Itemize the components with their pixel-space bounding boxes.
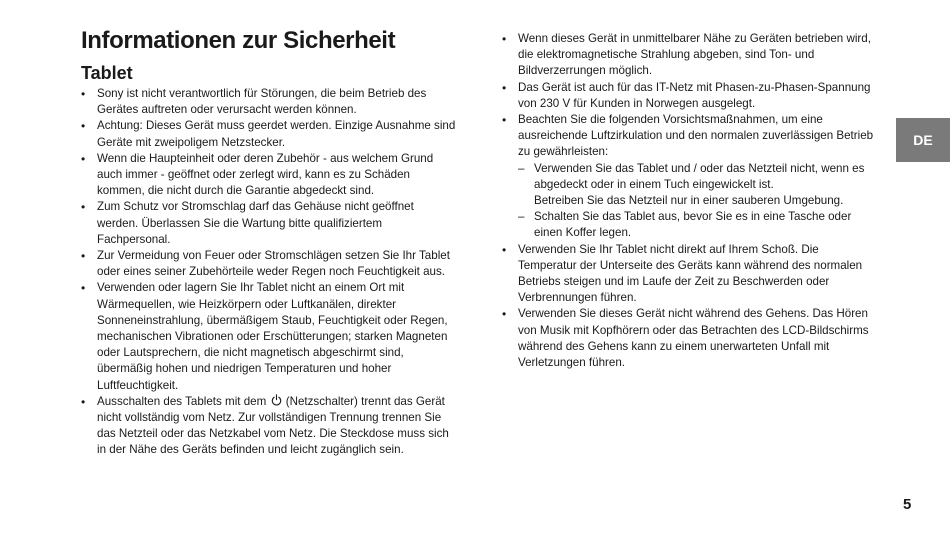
- list-item: • Sony ist nicht verantwortlich für Störungen, die beim Betrieb des Gerätes auftreten oder verursacht werden können.: [81, 86, 456, 118]
- page-number: 5: [903, 496, 912, 513]
- power-icon: [271, 394, 282, 406]
- power-text-after: (Netzschalter) trennt das Gerät nicht vollständig vom Netz. Zur vollständigen Trennung trennen Sie das Netzteil oder das Netzkabel vom Netz. Die Steckdose muss sich in der Nähe des Geräts befinden und leicht zugänglich sein.: [97, 394, 449, 457]
- list-item: • Verwenden Sie Ihr Tablet nicht direkt auf Ihrem Schoß. Die Temperatur der Unterseite des Geräts kann während des normalen Betriebs steigen und im Laufe der Zeit zu Beschwerden oder Verbrennungen führen.: [502, 242, 874, 307]
- list-item: • Wenn dieses Gerät in unmittelbarer Nähe zu Geräten betrieben wird, die elektromagnetische Strahlung abgeben, sind Ton- und Bildverzerrungen möglich.: [502, 31, 874, 80]
- right-column: [502, 31, 874, 371]
- sub-item-text: Schalten Sie das Tablet aus, bevor Sie es in eine Tasche oder einen Koffer legen.: [534, 210, 852, 240]
- left-column: [81, 86, 456, 459]
- list-item: • Zur Vermeidung von Feuer oder Stromschlägen setzen Sie Ihr Tablet oder eines seiner Zubehörteile weder Regen noch Feuchtigkeit aus.: [81, 248, 456, 280]
- sub-list-item: [518, 161, 874, 210]
- ventilation-sublist: [518, 161, 874, 242]
- sub-list-item: [518, 209, 874, 241]
- sub-item-text: Verwenden Sie das Tablet und / oder das Netzteil nicht, wenn es abgedeckt oder in einem Tuch eingewickelt ist.: [534, 161, 865, 191]
- list-item: • Verwenden Sie dieses Gerät nicht während des Gehens. Das Hören von Musik mit Kopfhörern oder das Betrachten des LCD-Bildschirms während des Gehens kann zu einem unerwarteten Unfall mit Verletzungen führen.: [502, 306, 874, 371]
- list-item-ventilation: [502, 112, 874, 242]
- section-heading-tablet: Tablet: [81, 63, 133, 83]
- sub-item-extra: Betreiben Sie das Netzteil nur in einer sauberen Umgebung.: [534, 194, 844, 208]
- ventilation-text: Beachten Sie die folgenden Vorsichtsmaßnahmen, um eine ausreichende Luftzirkulation und den normalen zuverlässigen Betrieb zu gewährleisten:: [518, 113, 874, 159]
- list-item: • Achtung: Dieses Gerät muss geerdet werden. Einzige Ausnahme sind Geräte mit zweipoligem Netzstecker.: [81, 118, 456, 150]
- power-text-before: Ausschalten des Tablets mit dem: [97, 394, 270, 408]
- list-item: • Wenn die Haupteinheit oder deren Zubehör - aus welchem Grund auch immer - geöffnet oder zerlegt wird, kann es zu Schäden kommen, die nicht durch die Garantie abgedeckt sind.: [81, 151, 456, 200]
- safety-list-right: [502, 31, 874, 371]
- list-item: • Das Gerät ist auch für das IT-Netz mit Phasen-zu-Phasen-Spannung von 230 V für Kunden in Norwegen ausgelegt.: [502, 80, 874, 112]
- list-item-power-switch: [81, 394, 456, 459]
- list-item: • Zum Schutz vor Stromschlag darf das Gehäuse nicht geöffnet werden. Überlassen Sie die Wartung bitte qualifiziertem Fachpersonal.: [81, 199, 456, 248]
- language-tab: DE: [896, 118, 950, 162]
- list-item: • Verwenden oder lagern Sie Ihr Tablet nicht an einem Ort mit Wärmequellen, wie Heizkörpern oder Luftkanälen, direkter Sonneneinstrahlung, übermäßigem Staub, Feuchtigkeit oder Regen, mechanischen Vibrationen oder Erschütterungen; starken Magneten oder Lautsprechern, die nicht magnetisch abgeschirmt sind, übermäßig hohen und niedrigen Temperaturen und hoher Luftfeuchtigkeit.: [81, 280, 456, 393]
- safety-list-left: [81, 86, 456, 459]
- page-title: Informationen zur Sicherheit: [81, 27, 396, 54]
